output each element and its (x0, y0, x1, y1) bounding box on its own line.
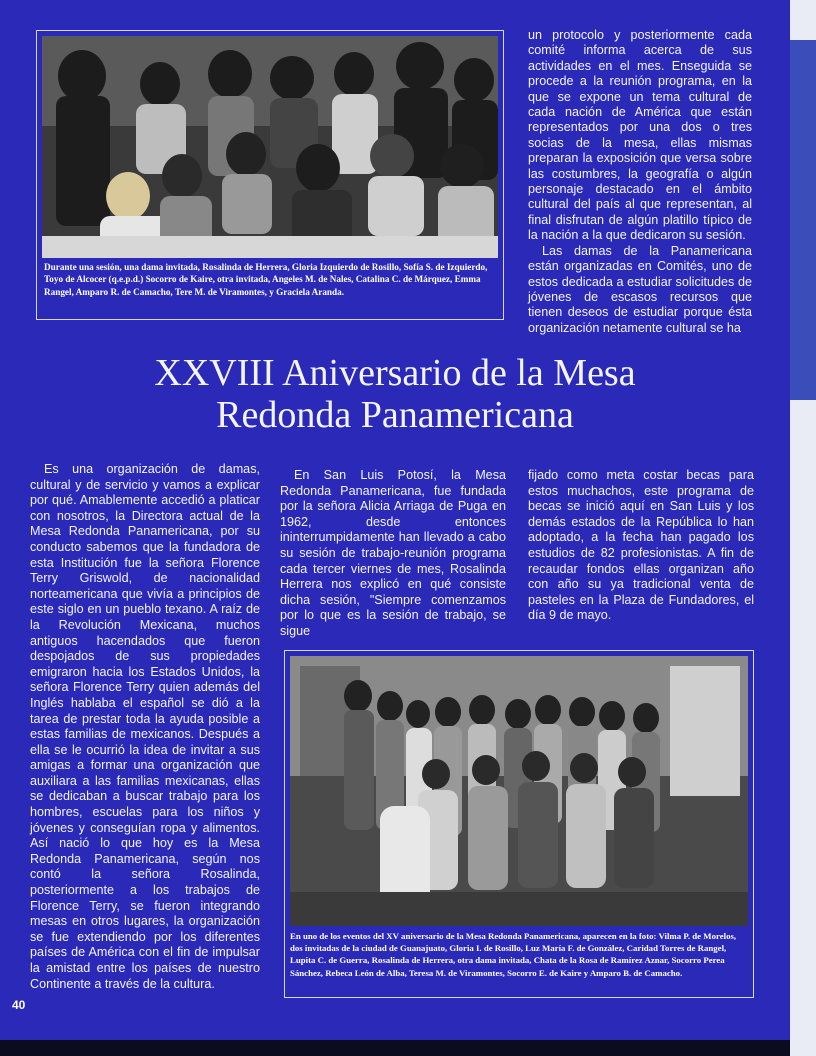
body-column-2 (280, 468, 506, 640)
adjacent-page-stripe (790, 40, 816, 400)
bottom-photo-caption: En uno de los eventos del XV aniversario de la Mesa Redonda Panamericana, aparecen en la foto: Vilma P. de Morelos, dos invitadas de la ciudad de Guanajuato, Gloria I. de Rosillo, Luz María F. de González, Caridad Torres de Rangel, Lupita C. de Guerra, Rosalinda de Herrera, otra dama invitada, Chata de la Rosa de Ramírez Aznar, Socorro Perea Sánchez, Rebeca León de Alba, Teresa M. de Viramontes, Socorro E. de Kaire y Amparo B. de Camacho. (290, 931, 737, 978)
body-column-3 (528, 468, 754, 624)
page-number: 40 (12, 998, 26, 1012)
bottom-photo-illustration (290, 656, 748, 926)
article-title (0, 352, 790, 436)
top-right-paragraph-1: un protocolo y posteriormente cada comité informa acerca de sus actividades en el mes. Enseguida se procede a la reunión programa, en la que se expone un tema cultural de cada nación de América que están representados por una dos o tres socias de la mesa, ellas mismas preparan la exposición que versa sobre las costumbres, la geografía o algún personaje destacado en el ámbito cultural del país al que representan, al final disfrutan de algún platillo típico de la nación a la que dedicaron su sesión. (528, 28, 752, 243)
adjacent-page-edge (790, 0, 816, 1056)
top-right-paragraph-2: Las damas de la Panamericana están organizadas en Comités, uno de estos dedicada a estudiar solicitudes de jóvenes de escasos recursos que tienen deseos de estudiar porque ésta organización netamente cultural se ha (528, 243, 752, 335)
body-column-1-text: Es una organización de damas, cultural y de servicio y vamos a explicar por qué. Amablemente accedió a platicar con nosotros, la Directora actual de la Mesa Redonda Panamericana, por su conducto sabemos que la fundadora de esta Institución fue la señora Florence Terry Griswold, de nacionalidad norteamericana que vivía a principios de este siglo en un pueblo texano. A raíz de la Revolución Mexicana, muchos antiguos hacendados que fueron despojados de sus propiedades emigraron hacia los Estados Unidos, la señora Florence Terry quien además del Inglés hablaba el español se dió a la tarea de prestar toda la ayuda posible a estas familias de mexicanos. Después a ella se le ocurrió la idea de invitar a sus amigas a formar una organización que auxiliara a las familias mexicanas, ellas se dedicaban a buscar trabajo para los hombres, escuelas para los niños y jóvenes y conseguían ropa y alimentos. Así nació lo que hoy es la Mesa Redonda Panamericana, según nos contó la señora Rosalinda, posteriormente a los trabajos de Florence Terry, se fueron integrando mesas en otros lugares, la organización se fue extendiendo por los diferentes países de América con el fin de impulsar la amistad entre los países de nuestro Continente a través de la cultura. (30, 462, 260, 991)
bottom-group-photo (290, 656, 748, 926)
body-column-1 (30, 462, 260, 992)
title-line-1: XXVIII Aniversario de la Mesa (154, 352, 636, 394)
body-column-3-text: fijado como meta costar becas para estos muchachos, este programa de becas se inició aquí en San Luis y los demás estados de la República lo han adoptado, a la fecha han pagado los estudios de 82 profesionistas. A fin de recaudar fondos ellas organizan año con año su ya tradicional venta de pasteles en la Plaza de Fundadores, el día 9 de mayo. (528, 468, 754, 623)
top-photo-illustration (42, 36, 498, 258)
top-group-photo (42, 36, 498, 258)
body-column-2-text: En San Luis Potosí, la Mesa Redonda Panamericana, fue fundada por la señora Alicia Arriaga de Puga en 1962, desde entonces ininterrumpidamente han llevado a cabo su sesión de trabajo-reunión programa cada tercer viernes de mes, Rosalinda Herrera nos explicó en qué consiste dicha sesión, "Siempre comenzamos por lo que es la sesión de trabajo, se sigue (280, 468, 506, 638)
title-line-2: Redonda Panamericana (216, 394, 574, 436)
top-right-column (528, 28, 752, 336)
scan-bottom-edge (0, 1040, 790, 1056)
top-photo-caption: Durante una sesión, una dama invitada, Rosalinda de Herrera, Gloria Izquierdo de Rosillo, Sofía S. de Izquierdo, Toyo de Alcocer (q.e.p.d.) Socorro de Kaire, otra invitada, Angeles M. de Nales, Catalina C. de Márquez, Emma Rangel, Amparo R. de Camacho, Tere M. de Viramontes, y Graciela Aranda. (44, 262, 488, 297)
